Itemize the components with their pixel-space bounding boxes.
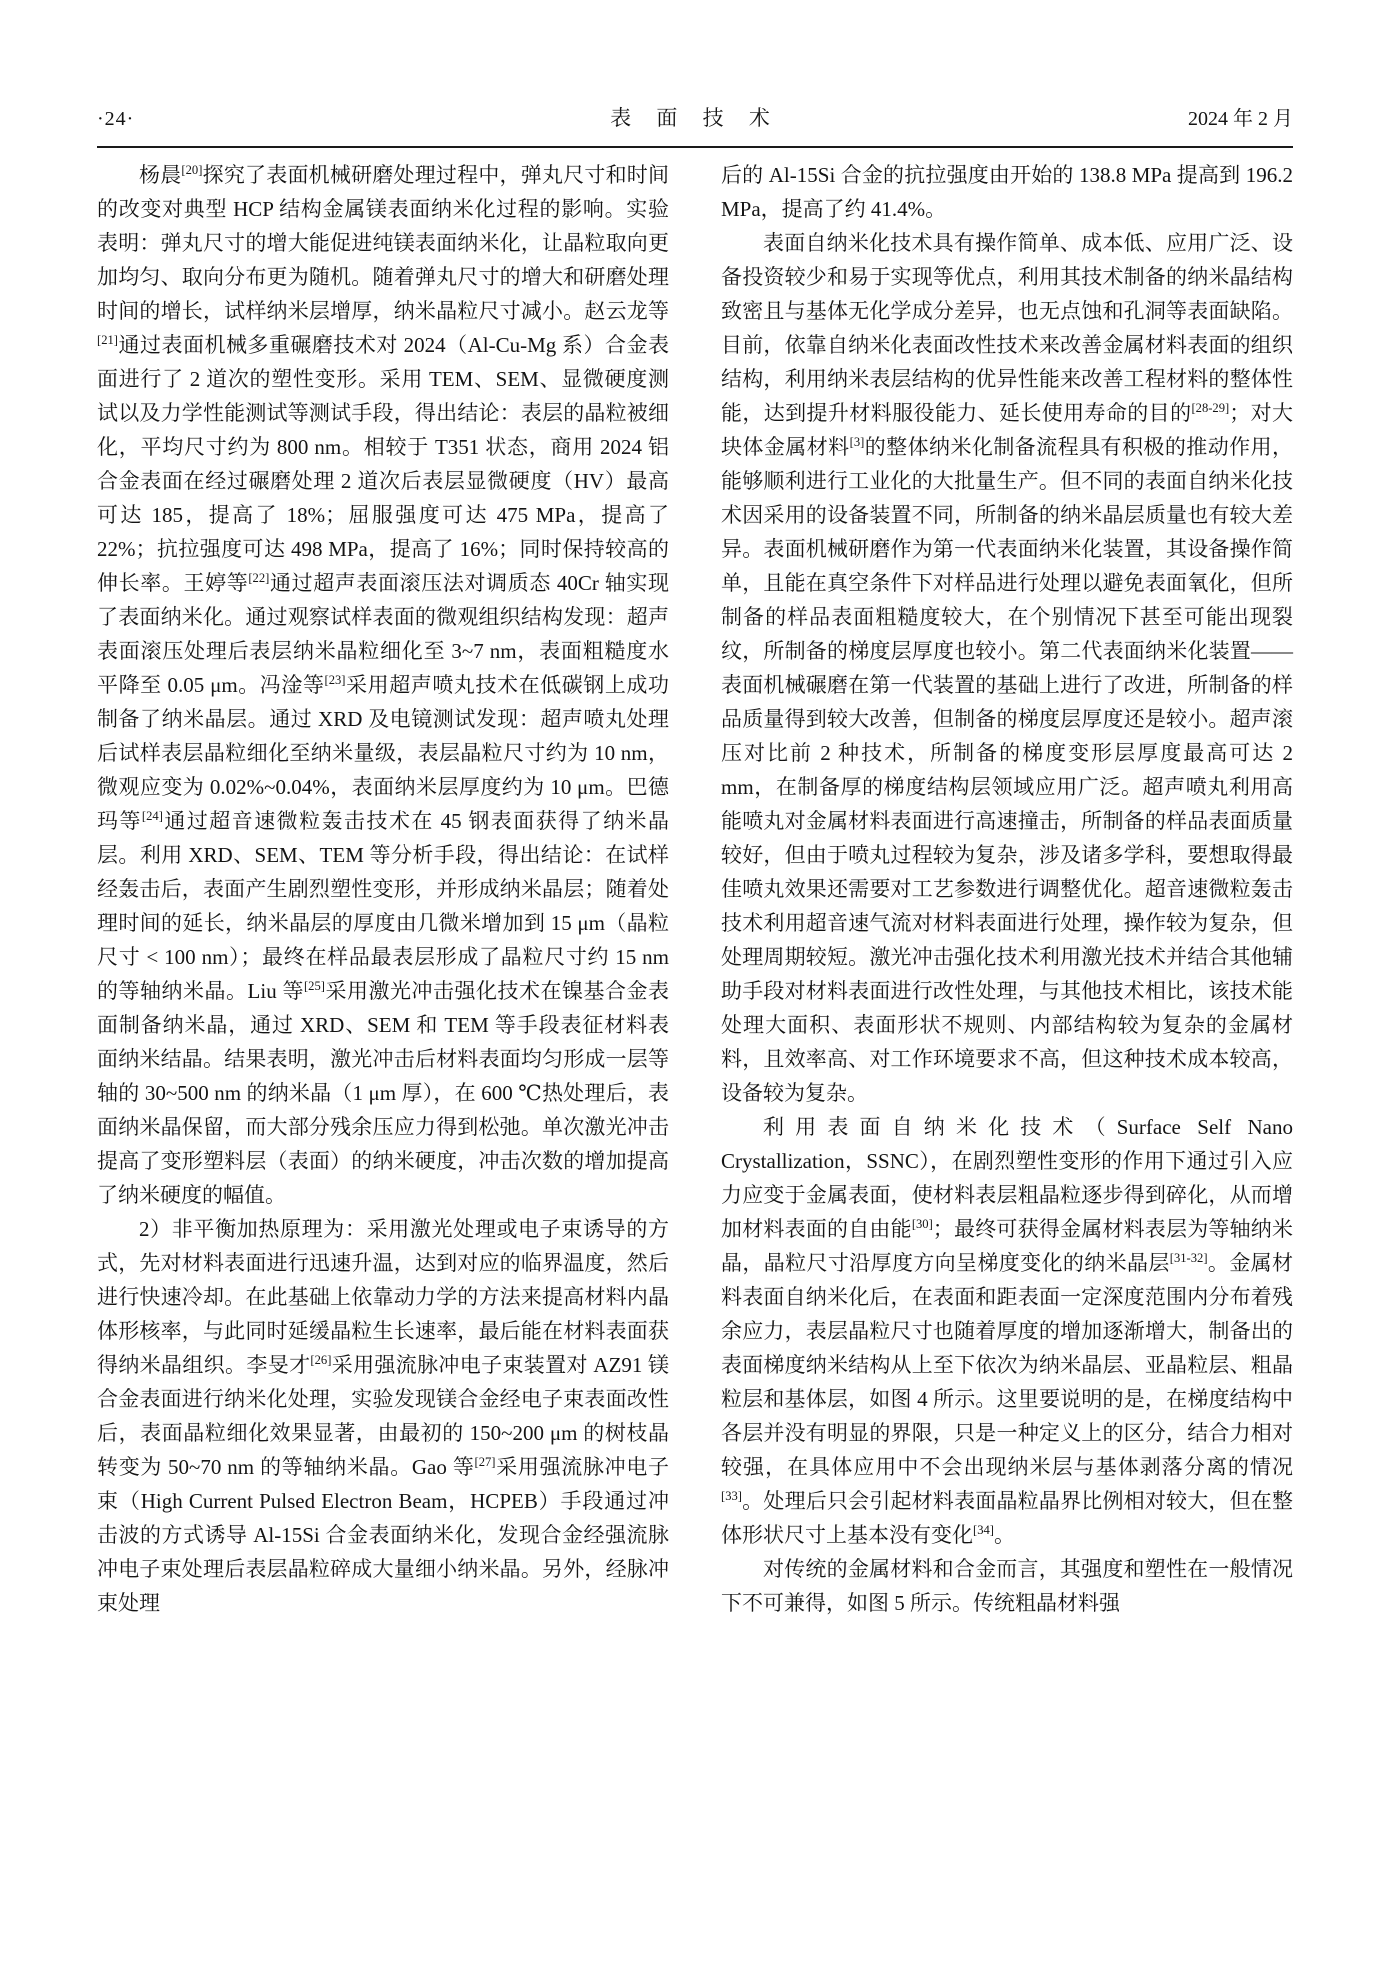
page-number: ·24· [97, 108, 135, 130]
issue-date: 2024 年 2 月 [1188, 108, 1293, 130]
article-body [97, 158, 1293, 1620]
paragraph: 杨晨[20]探究了表面机械研磨处理过程中，弹丸尺寸和时间的改变对典型 HCP 结构金属镁表面纳米化过程的影响。实验表明：弹丸尺寸的增大能促进纯镁表面纳米化，让晶粒取向更加均匀、取向分布更为随机。随着弹丸尺寸的增大和研磨处理时间的增长，试样纳米层增厚，纳米晶粒尺寸减小。赵云龙等[21]通过表面机械多重碾磨技术对 2024（Al-Cu-Mg 系）合金表面进行了 2 道次的塑性变形。采用 TEM、SEM、显微硬度测试以及力学性能测试等测试手段，得出结论：表层的晶粒被细化，平均尺寸约为 800 nm。相较于 T351 状态，商用 2024 铝合金表面在经过碾磨处理 2 道次后表层显微硬度（HV）最高可达 185，提高了 18%；屈服强度可达 475 MPa，提高了 22%；抗拉强度可达 498 MPa，提高了 16%；同时保持较高的伸长率。王婷等[22]通过超声表面滚压法对调质态 40Cr 轴实现了表面纳米化。通过观察试样表面的微观组织结构发现：超声表面滚压处理后表层纳米晶粒细化至 3~7 nm，表面粗糙度水平降至 0.05 μm。冯淦等[23]采用超声喷丸技术在低碳钢上成功制备了纳米晶层。通过 XRD 及电镜测试发现：超声喷丸处理后试样表层晶粒细化至纳米量级，表层晶粒尺寸约为 10 nm，微观应变为 0.02%~0.04%，表面纳米层厚度约为 10 μm。巴德玛等[24]通过超音速微粒轰击技术在 45 钢表面获得了纳米晶层。利用 XRD、SEM、TEM 等分析手段，得出结论：在试样经轰击后，表面产生剧烈塑性变形，并形成纳米晶层；随着处理时间的延长，纳米晶层的厚度由几微米增加到 15 μm（晶粒尺寸 < 100 nm）；最终在样品最表层形成了晶粒尺寸约 15 nm 的等轴纳米晶。Liu 等[25]采用激光冲击强化技术在镍基合金表面制备纳米晶，通过 XRD、SEM 和 TEM 等手段表征材料表面纳米结晶。结果表明，激光冲击后材料表面均匀形成一层等轴的 30~500 nm 的纳米晶（1 μm 厚），在 600 ℃热处理后，表面纳米晶保留，而大部分残余压应力得到松弛。单次激光冲击提高了变形塑料层（表面）的纳米硬度，冲击次数的增加提高了纳米硬度的幅值。 [97, 163, 670, 1207]
citation-ref: [30] [911, 1217, 933, 1231]
citation-ref: [28-29] [1191, 401, 1230, 415]
page-header [97, 102, 1293, 148]
citation-ref: [31-32] [1169, 1251, 1208, 1265]
citation-ref: [25] [303, 979, 325, 993]
citation-ref: [24] [141, 809, 163, 823]
citation-ref: [33] [721, 1489, 742, 1503]
citation-ref: [23] [324, 673, 346, 687]
citation-ref: [27] [474, 1455, 496, 1469]
paragraph: 表面自纳米化技术具有操作简单、成本低、应用广泛、设备投资较少和易于实现等优点，利用其技术制备的纳米晶结构致密且与基体无化学成分差异，也无点蚀和孔洞等表面缺陷。目前，依靠自纳米化表面改性技术来改善金属材料表面的组织结构，利用纳米表层结构的优异性能来改善工程材料的整体性能，达到提升材料服役能力、延长使用寿命的目的[28-29]；对大块体金属材料[3]的整体纳米化制备流程具有积极的推动作用，能够顺利进行工业化的大批量生产。但不同的表面自纳米化技术因采用的设备装置不同，所制备的纳米晶层质量也有较大差异。表面机械研磨作为第一代表面纳米化装置，其设备操作简单，且能在真空条件下对样品进行处理以避免表面氧化，但所制备的样品表面粗糙度较大，在个别情况下甚至可能出现裂纹，所制备的梯度层厚度也较小。第二代表面纳米化装置——表面机械碾磨在第一代装置的基础上进行了改进，所制备的样品质量得到较大改善，但制备的梯度层厚度还是较小。超声滚压对比前 2 种技术，所制备的梯度变形层厚度最高可达 2 mm，在制备厚的梯度结构层领域应用广泛。超声喷丸利用高能喷丸对金属材料表面进行高速撞击，所制备的样品表面质量较好，但由于喷丸过程较为复杂，涉及诸多学科，要想取得最佳喷丸效果还需要对工艺参数进行调整优化。超音速微粒轰击技术利用超音速气流对材料表面进行处理，操作较为复杂，但处理周期较短。激光冲击强化技术利用激光技术并结合其他辅助手段对材料表面进行改性处理，与其他技术相比，该技术能处理大面积、表面形状不规则、内部结构较为复杂的金属材料，且效率高、对工作环境要求不高，但这种技术成本较高，设备较为复杂。 [721, 231, 1294, 1105]
paragraph: 2）非平衡加热原理为：采用激光处理或电子束诱导的方式，先对材料表面进行迅速升温，达到对应的临界温度，然后进行快速冷却。在此基础上依靠动力学的方法来提高材料内晶体形核率，与此同时延缓晶粒生长速率，最后能在材料表面获得纳米晶组织。李旻才[26]采用强流脉冲电子束装置对 AZ91 镁合金表面进行纳米化处理，实验发现镁合金经电子束表面改性后，表面晶粒细化效果显著，由最初的 150~200 μm 的树枝晶转变为 50~70 nm 的等轴纳米晶。Gao 等[27]采用强流脉冲电子束（High Current Pulsed Electron Beam，HCPEB）手段通过冲击波的方式诱导 Al-15Si 合金表面纳米化，发现合金经强流脉冲电子束处理后表层晶粒碎成大量细小纳米晶。另外，经脉冲束处理 [97, 1217, 670, 1615]
paragraph: 利用表面自纳米化技术（Surface Self Nano Crystallization，SSNC），在剧烈塑性变形的作用下通过引入应力应变于金属表面，使材料表层粗晶粒逐步得到碎化，从而增加材料表面的自由能[30]；最终可获得金属材料表层为等轴纳米晶，晶粒尺寸沿厚度方向呈梯度变化的纳米晶层[31-32]。金属材料表面自纳米化后，在表面和距表面一定深度范围内分布着残余应力，表层晶粒尺寸也随着厚度的增加逐渐增大，制备出的表面梯度纳米结构从上至下依次为纳米晶层、亚晶粒层、粗晶粒层和基体层，如图 4 所示。这里要说明的是，在梯度结构中各层并没有明显的界限，只是一种定义上的区分，结合力相对较强，在具体应用中不会出现纳米层与基体剥落分离的情况[33]。处理后只会引起材料表面晶粒晶界比例相对较大，但在整体形状尺寸上基本没有变化[34]。 [721, 1115, 1294, 1547]
paragraph: 对传统的金属材料和合金而言，其强度和塑性在一般情况下不可兼得，如图 5 所示。传统粗晶材料强 [721, 1557, 1293, 1615]
citation-ref: [20] [181, 163, 203, 177]
journal-title: 表 面 技 术 [610, 106, 780, 130]
right-column [721, 158, 1293, 1620]
citation-ref: [34] [973, 1523, 994, 1537]
citation-ref: [21] [97, 333, 118, 347]
citation-ref: [26] [310, 1353, 332, 1367]
citation-ref: [3] [849, 435, 865, 449]
paragraph: 后的 Al-15Si 合金的抗拉强度由开始的 138.8 MPa 提高到 196.2 MPa，提高了约 41.4%。 [721, 163, 1293, 221]
citation-ref: [22] [248, 571, 270, 585]
left-column [97, 158, 669, 1620]
